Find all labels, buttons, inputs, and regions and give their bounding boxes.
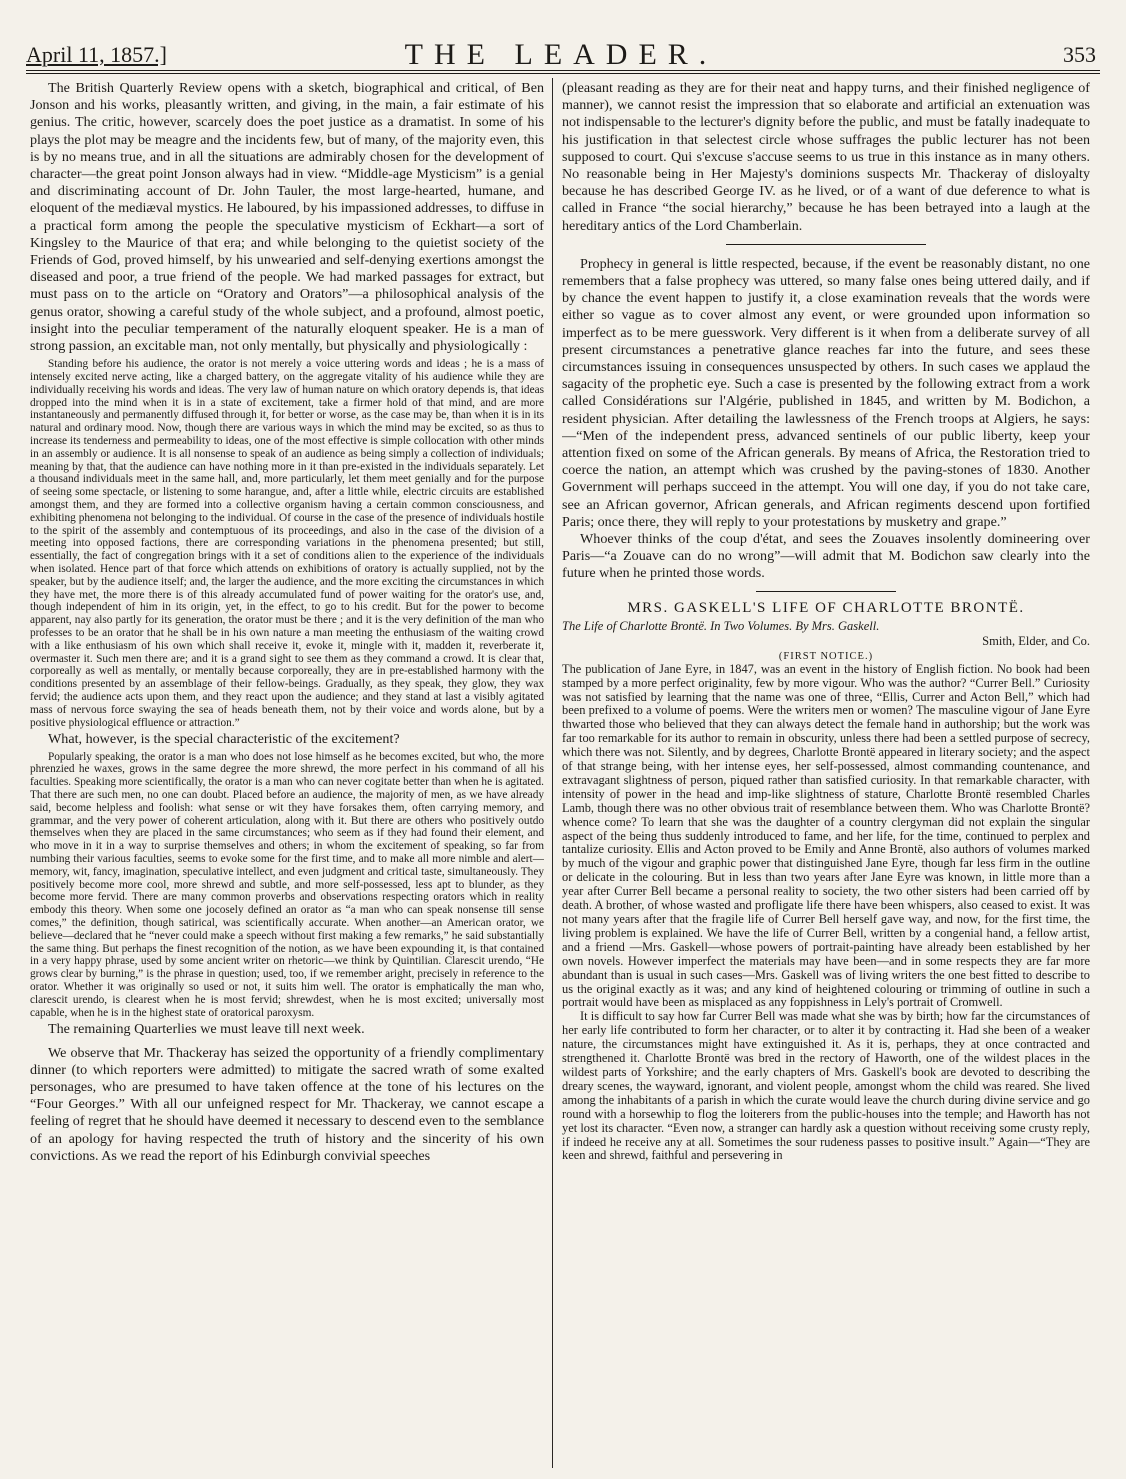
paragraph-quarterly-review: The British Quarterly Review opens with a sketch, biographical and critical, of Ben Jonson and his works, pleasantly written, and giving, in the main, a fair estimate of his genius. The critic, however, scarcely does the poet justice as a dramatist. In some of his plays the plot may be meagre and the incidents few, but of many, of the majority even, this is by no means true, and in all the situations are admirably chosen for the development of character—the great point Jonson always had in view. “Middle-age Mysticism” is a genial and discriminating account of Dr. John Tauler, the most large-hearted, humane, and eloquent of the mediæval mystics. He laboured, by his impassioned addresses, to diffuse in a practical form among the people the speculative mysticism of Eckhart—a sort of Kingsley to the Maurice of that era; and while belonging to the quietist society of the Friends of God, proved himself, by his unwearied and self-denying exertions amongst the diseased and poor, a true friend of the people. We had marked passages for extract, but must pass on to the article on “Oratory and Orators”—a philosophical analysis of the genus orator, showing a careful study of the whole subject, and a profound, almost poetic, insight into the peculiar temperament of the naturally eloquent speaker. He is a man of strong passion, an excitable man, not only mentally, but physically and physiologically : <box>30 80 544 355</box>
review-publisher: Smith, Elder, and Co. <box>982 633 1090 648</box>
paragraph-thackeray: We observe that Mr. Thackeray has seized the opportunity of a friendly complimentary dinner (to which reporters were admitted) to mitigate the sacred wrath of some exalted personages, who are presumed to have taken offence at the tone of his lectures on the “Four Georges.” With all our unfeigned respect for Mr. Thackeray, we cannot escape a feeling of regret that he should have deemed it necessary to descend even to the semblance of an apology for having respected the truth of history and the sincerity of his own convictions. As we read the report of his Edinburgh convivial speeches <box>30 1044 544 1164</box>
paragraph-jane-eyre: The publication of Jane Eyre, in 1847, was an event in the history of English fiction. No book had been stamped by a more perfect originality, few by more vigour. Who was the author? “Currer Bell.” Curiosity was not satisfied by learning that the name was one of three, “Ellis, Currer and Acton Bell,” which had been prefixed to a volume of poems. Were the writers men or women? The masculine vigour of Jane Eyre thwarted those who believed that they can always detect the female hand in authorship; but the work was far too remarkable for its author to remain in obscurity, unless there had been a settled purpose of secrecy, which there was not. Silently, and by degrees, Charlotte Brontë appeared in literary society; and the aspect of that strange being, with her intense eyes, her self-possessed, almost commanding countenance, and extravagant slightness of person, piqued rather than satisfied curiosity. In that remarkable character, with intensity of power in the head and imp-like slightness of stature, Charlotte Brontë resembled Charles Lamb, though there was no other obvious trait of resemblance between them. Who was Charlotte Brontë? whence come? To learn that she was the daughter of a country clergyman did not explain the singular aspect of the being thus suddenly introduced to fame, and her life, for the time, continued to perplex and tantalize curiosity. Ellis and Acton proved to be Emily and Anne Brontë, also authors of volumes marked by much of the vigour and graphic power that distinguished Jane Eyre, though far less firm in the outline or delicate in the colouring. But in less than two years after Jane Eyre was known, in little more than a year after Currer Bell became a personal reality to society, the two other sisters had been carried off by death. A brother, of whose wasted and profligate life there have been whispers, also ceased to exist. It was not many years after that the fragile life of Currer Bell herself gave way, and now, for the first time, the living problem is explained. We have the life of Currer Bell, written by a congenial hand, a fellow artist, and a friend —Mrs. Gaskell—whose powers of portrait-painting have already been established by her own novels. However imperfect the materials may have been—and in some respects they are far more abundant than is usual in such cases—Mrs. Gaskell was of living writers the one best fitted to describe to us the original exactly as it was; and any kind of heightened colouring or trimming of outline in such a portrait would have been as misplaced as any foppishness in Lely's portrait of Cromwell. <box>562 661 1090 1010</box>
first-notice-label: (FIRST NOTICE.) <box>778 650 874 662</box>
review-book-title: The Life of Charlotte Brontë. In Two Volumes. By Mrs. Gaskell. <box>562 618 880 633</box>
newspaper-title: THE LEADER. <box>404 38 718 71</box>
left-column <box>30 80 544 1165</box>
review-heading: MRS. GASKELL'S LIFE OF CHARLOTTE BRONTË. <box>627 599 1025 616</box>
quote-oratory-2: Popularly speaking, the orator is a man who does not lose himself as he becomes excited, but who, the more phrenzied he waxes, grows in the same degree the more shrewd, the more perfect in his command of all his faculties. Speaking more scientifically, the orator is a man who can never cogitate better than when he is agitated. That there are such men, no one can doubt. Placed before an audience, the majority of men, as we have already said, become helpless and foolish: what sense or wit they have forsakes them, often carrying memory, and grammar, and the very power of coherent articulation, along with it. But there are others who positively outdo themselves when they are placed in the same circumstances; who seem as if they had found their element, and who move in it in a way to surprise themselves and others; in whom the excitement of speaking, so far from numbing their various faculties, seems to evoke some for the first time, and to make all more nimble and alert—memory, wit, fancy, imagination, speculative intellect, and even judgment and critical taste, simultaneously. They positively become more cool, more shrewd and subtle, and more self-possessed, less apt to blunder, as they become more fervid. There are many common proverbs and observations respecting orators which in reality embody this theory. When some one jocosely defined an orator as “a man who can speak nonsense till sense comes,” the definition, though satirical, was scientifically accurate. When another—an American orator, we believe—declared that he “never could make a speech without first making a few remarks,” he said substantially the same thing. But perhaps the finest recognition of the notion, as we have been expounding it, is that contained in a very happy phrase, used by some ancient writer on rhetoric—we think by Quintilian. Clarescit urendo, “He grows clear by burning,” is the phrase in question; used, too, if we remember aright, precisely in reference to the orator. Whether it was originally so used or not, it suits him well. The orator is emphatically the man who, clarescit urendo, is clearest when he is most fervid; shrewdest, when he is most excited; universally most capable, when he is in the highest state of oratorical paroxysm. <box>30 750 544 1019</box>
masthead <box>26 36 1096 70</box>
right-column <box>562 80 1090 1163</box>
column-divider <box>552 78 553 1468</box>
page-number: 353 <box>1063 42 1096 67</box>
paragraph-haworth: It is difficult to say how far Currer Bell was made what she was by birth; how far the circumstances of her early life contributed to form her character, or to alter it by contracting it. Had she been of a weaker nature, the circumstances might have extinguished it. As it is, perhaps, they at once contracted and strengthened it. Charlotte Brontë was bred in the rectory of Haworth, one of the wildest places in the wildest parts of Yorkshire; and the early chapters of Mrs. Gaskell's book are devoted to describing the dreary scenes, the wayward, ignorant, and violent people, amongst whom the child was reared. She lived among the inhabitants of a parish in which the curate would leave the church during divine service and go round with a horsewhip to flog the loiterers from the public-houses into the temple; and Haworth has not yet lost its character. “Even now, a stranger can hardly ask a question without receiving some crusty reply, if indeed he receive any at all. Sometimes the sour rudeness passes to positive insult.” Again—“They are keen and shrewd, faithful and persevering in <box>562 1009 1090 1163</box>
masthead-rule <box>26 70 1100 71</box>
paragraph-thackeray-continued: (pleasant reading as they are for their neat and happy turns, and their finished negligence of manner), we cannot resist the impression that so elaborate and artificial an extenuation was not indispensable to the lecturer's dignity before the public, and must be fatally inadequate to his justification in that selectest circle whose suffrages the public lecturer has not been supposed to court. Qui s'excuse s'accuse seems to us true in this instance as in many others. No reasonable being in Her Majesty's dominions suspects Mr. Thackeray of disloyalty because he has described George IV. as he lived, or of a want of due deference to what is called in France “the social hierarchy,” because he has been betrayed into a laugh at the hereditary antics of the Lord Chamberlain. <box>562 80 1090 234</box>
section-rule-2 <box>756 591 896 592</box>
paragraph-remaining-quarterlies: The remaining Quarterlies we must leave till next week. <box>48 1021 365 1038</box>
paragraph-prophecy: Prophecy in general is little respected, because, if the event be reasonably distant, no one remembers that a false prophecy was uttered, so many false ones being uttered daily, and if by chance the event happen to justify it, a close examination reveals that the words were either so vague as to cover almost any event, or were grounded upon information so imperfect as to be mere guesswork. Very different is it when from a deliberate survey of all present circumstances a penetrative glance reaches far into the future, and sees these circumstances issuing in consequences unsuspected by others. In such cases we applaud the sagacity of the prophetic eye. Such a case is presented by the following extract from a work called Considérations sur l'Algérie, published in 1845, and written by M. Bodichon, a resident physician. After detailing the lawlessness of the French troops at Algiers, he says:—“Men of the independent press, advanced sentinels of our public liberty, keep your attention fixed on some of the African generals. By means of Africa, the Restoration tried to coerce the nation, an attempt which was crushed by the paving-stones of 1830. Another Government will perhaps succeed in the attempt. You will one day, if you do not take care, see an African governor, African generals, and African regiments descend upon fortified Paris; once there, they will reply to your protestations by musketry and grape.” <box>562 255 1090 530</box>
paragraph-coup-detat: Whoever thinks of the coup d'état, and sees the Zouaves insolently domineering over Paris—“a Zouave can do no wrong”—will admit that M. Bodichon saw clearly into the future when he printed those words. <box>562 531 1090 582</box>
quote-oratory-1: Standing before his audience, the orator is not merely a voice uttering words and ideas ; he is a mass of intensely excited nerve acting, like a charged battery, on the aggregate vitality of his audience while they are individually receiving his words and ideas. The very law of human nature on which oratory depends is, that ideas dropped into the mind when it is in a state of excitement, take a firmer hold of that mind, and are more instantaneously and permanently diffused through it, for better or worse, as the case may be, than when it is in its natural and ordinary mood. Now, though there are various ways in which the mind may be excited, so as thus to increase its tenderness and permeability to ideas, one of the most effective is simple collocation with other minds in an assembly or audience. It is all nonsense to speak of an audience as being simply a collection of individuals; meaning by that, that the audience can have nothing more in it than pre-existed in the individuals separately. Let a thousand individuals meet in the same hall, and, more particularly, let them meet genially and for the purpose of seeing some spectacle, or listening to some harangue, and, after a little while, electric circuits are established amongst them, and they are formed into a collective organism having a certain common consciousness, and exhibiting phenomena not belonging to the individual. Of course in the case of the presence of individuals hostile to the spirit of the assembly and contemptuous of its proceedings, and also in the case of the division of a meeting into opposed factions, there are corresponding variations in the phenomena presented; but still, essentially, the fact of congregation brings with it a set of conditions alien to the experience of the individuals when isolated. Hence part of that force which attends on exhibitions of oratory is actually supplied, not by the speaker, but by the audience itself; and, the larger the audience, and the more exciting the circumstances in which they have met, the more there is of this already accumulated fund of power waiting for the orator's use, and, though independent of him in its origin, yet, in the effect, to go to his credit. But for the power to become apparent, nay also partly for its generation, the orator must be there ; and it is the very definition of the man who professes to be an orator that he shall be in his own nature a man meeting the enthusiasm of the waiting crowd with a like enthusiasm of his own which shall receive it, evoke it, mingle with it, madden it, reverberate it, overmaster it. Such men there are; and it is a grand sight to see them as they command a crowd. It is clear that, corporeally as well as mentally, or mentally because corporeally, they are in pre-established harmony with the conditions presented by an assemblage of their fellow-beings. Gradually, as they speak, they glow, they wax fervid; the audience acts upon them, and they react upon the audience; and they stand at last a visibly agitated mass of nervous force swaying the sea of heads beneath them, not by their voice and words alone, but by a positive physiological effluence or attraction.” <box>30 358 544 729</box>
issue-date: April 11, 1857.] <box>26 42 167 67</box>
section-rule <box>726 244 926 245</box>
masthead-rule-thin <box>26 73 1100 74</box>
paragraph-excitement-question: What, however, is the special characteristic of the excitement? <box>48 731 400 748</box>
